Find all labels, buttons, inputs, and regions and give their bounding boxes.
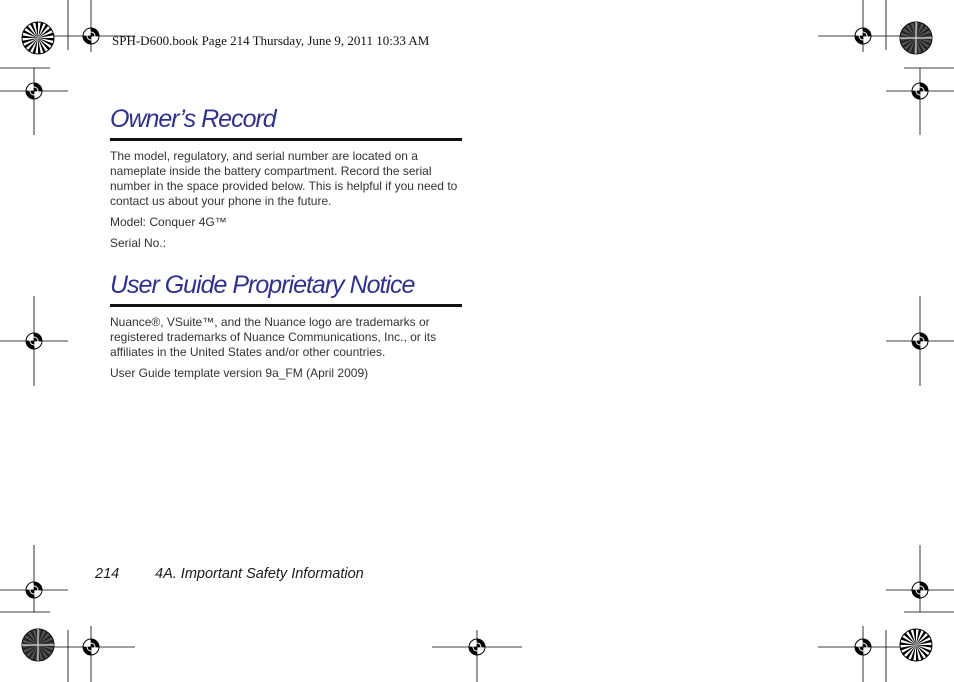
- page-number: 214: [95, 566, 120, 582]
- trademark-notice: Nuance®, VSuite™, and the Nuance logo are trademarks or registered trademarks of Nuance Communications, Inc., or its affiliates in the United States and/or other countries.: [110, 315, 437, 359]
- heading-rule: [110, 138, 462, 141]
- starburst-target-icon: [900, 22, 932, 54]
- starburst-target-icon: [900, 629, 932, 661]
- chapter-title: 4A. Important Safety Information: [155, 566, 364, 582]
- owners-record-heading: Owner’s Record: [110, 105, 276, 133]
- model-line: Model: Conquer 4G™: [110, 215, 227, 229]
- slug-line: SPH-D600.book Page 214 Thursday, June 9, 2011 10:33 AM: [112, 33, 430, 48]
- page-footer: [95, 566, 364, 582]
- starburst-target-icon: [22, 629, 54, 661]
- starburst-target-icon: [22, 22, 54, 54]
- owners-record-body: The model, regulatory, and serial number are located on a nameplate inside the battery compartment. Record the serial number in the space provided below. This is helpful if you need to contact us about your phone in the future.: [110, 149, 458, 208]
- serial-line: Serial No.:: [110, 236, 167, 250]
- heading-rule: [110, 304, 462, 307]
- page-content: [110, 102, 462, 387]
- template-version: User Guide template version 9a_FM (April 2009): [110, 366, 369, 380]
- proprietary-notice-heading: User Guide Proprietary Notice: [110, 271, 415, 299]
